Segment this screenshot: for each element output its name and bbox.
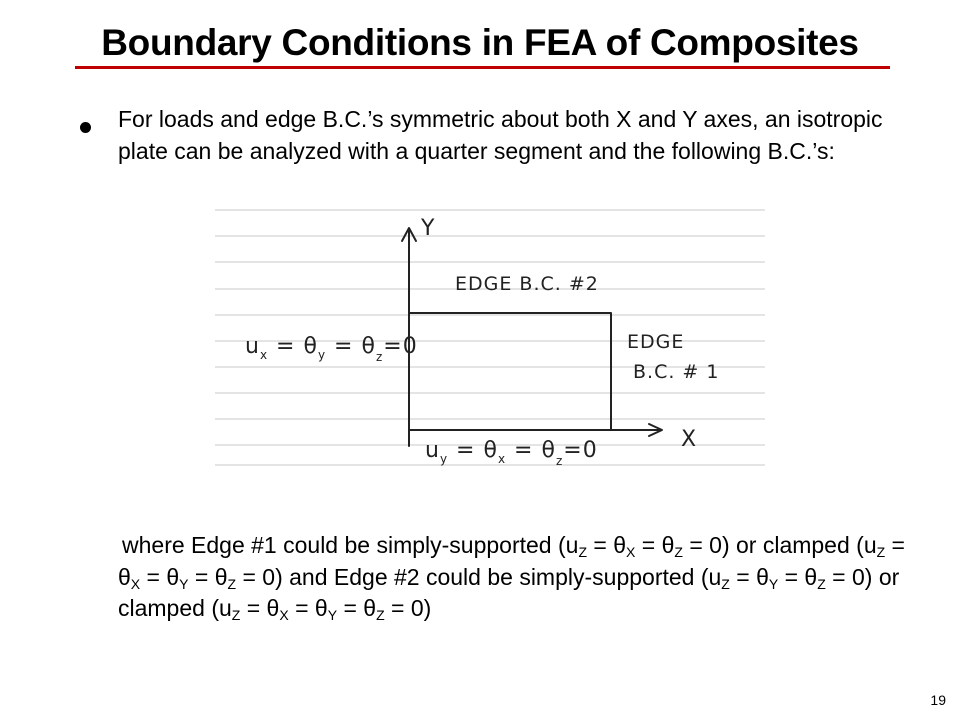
bottom-bc-eq2: = θ (506, 438, 556, 463)
subscript: Z (817, 575, 826, 592)
where-paragraph (118, 530, 918, 625)
where-text: = θ (635, 532, 675, 558)
where-text: = θ (337, 595, 377, 621)
where-text: = θ (188, 563, 228, 590)
subscript: Y (768, 575, 779, 592)
subscript: Z (376, 607, 385, 623)
bullet-text: For loads and edge B.C.’s symmetric about both X and Y axes, an isotropic plate can be analyzed with a quarter segment and the following B.C.’s: (118, 106, 883, 164)
bottom-bc-eq3: =0 (563, 438, 598, 463)
edge2-label: EDGE B.C. #2 (455, 273, 599, 295)
subscript: X (626, 544, 636, 560)
bottom-bc-u: u (425, 438, 440, 463)
slide-title: Boundary Conditions in FEA of Composites (101, 22, 859, 63)
left-bc-eq3: =0 (383, 334, 418, 359)
left-bc-sub-z: z (375, 350, 384, 364)
edge1-label-line2: B.C. # 1 (633, 361, 720, 383)
left-bc-sub-y: y (317, 348, 327, 362)
where-text: = θ (240, 595, 280, 621)
where-text: where Edge #1 could be simply-supported (u (122, 532, 579, 558)
where-text: = 0) (384, 595, 432, 621)
where-text: = 0) or clamped (u (118, 563, 900, 621)
bottom-bc-sub-x: x (497, 452, 507, 466)
bottom-bc-eq1: = θ (448, 438, 498, 463)
bullet-dot (80, 122, 91, 133)
plate-outline (409, 313, 611, 430)
quarter-plate-sketch (215, 203, 765, 473)
sketch-svg (215, 203, 765, 473)
left-bc-eq1: = θ (268, 334, 318, 359)
subscript: Y (327, 607, 338, 623)
where-text: = θ (778, 563, 818, 590)
bottom-bc-sub-y: y (439, 452, 449, 466)
where-text: = θ (587, 532, 627, 558)
bottom-edge-bc (425, 438, 598, 468)
subscript: Z (578, 544, 587, 560)
where-text: = θ (118, 532, 905, 590)
where-text: = 0) and Edge #2 could be simply-supported (u (236, 563, 722, 590)
subscript: Z (674, 544, 683, 560)
subscript: Z (876, 544, 886, 560)
title-underline (75, 66, 890, 69)
where-text: = θ (140, 563, 180, 590)
left-bc-text (245, 334, 418, 364)
left-edge-bc (245, 334, 418, 364)
y-axis-label: Y (421, 216, 436, 241)
left-bc-eq2: = θ (326, 334, 376, 359)
subscript: X (279, 607, 289, 623)
bottom-bc-sub-z: z (555, 454, 564, 468)
left-bc-u: u (245, 334, 260, 359)
bottom-bc-text (425, 438, 598, 468)
subscript: Z (231, 607, 241, 623)
page-number: 19 (930, 692, 946, 708)
subscript: Z (721, 575, 730, 592)
subscript: Y (179, 575, 189, 592)
where-text: = θ (288, 595, 328, 621)
where-text: = 0) or clamped (u (682, 532, 877, 558)
where-text: = θ (729, 563, 769, 590)
edge1-label-line1: EDGE (627, 331, 685, 353)
x-axis-label: X (681, 427, 698, 452)
subscript: X (130, 575, 141, 592)
left-bc-sub-x: x (259, 348, 269, 362)
subscript: Z (227, 575, 237, 592)
